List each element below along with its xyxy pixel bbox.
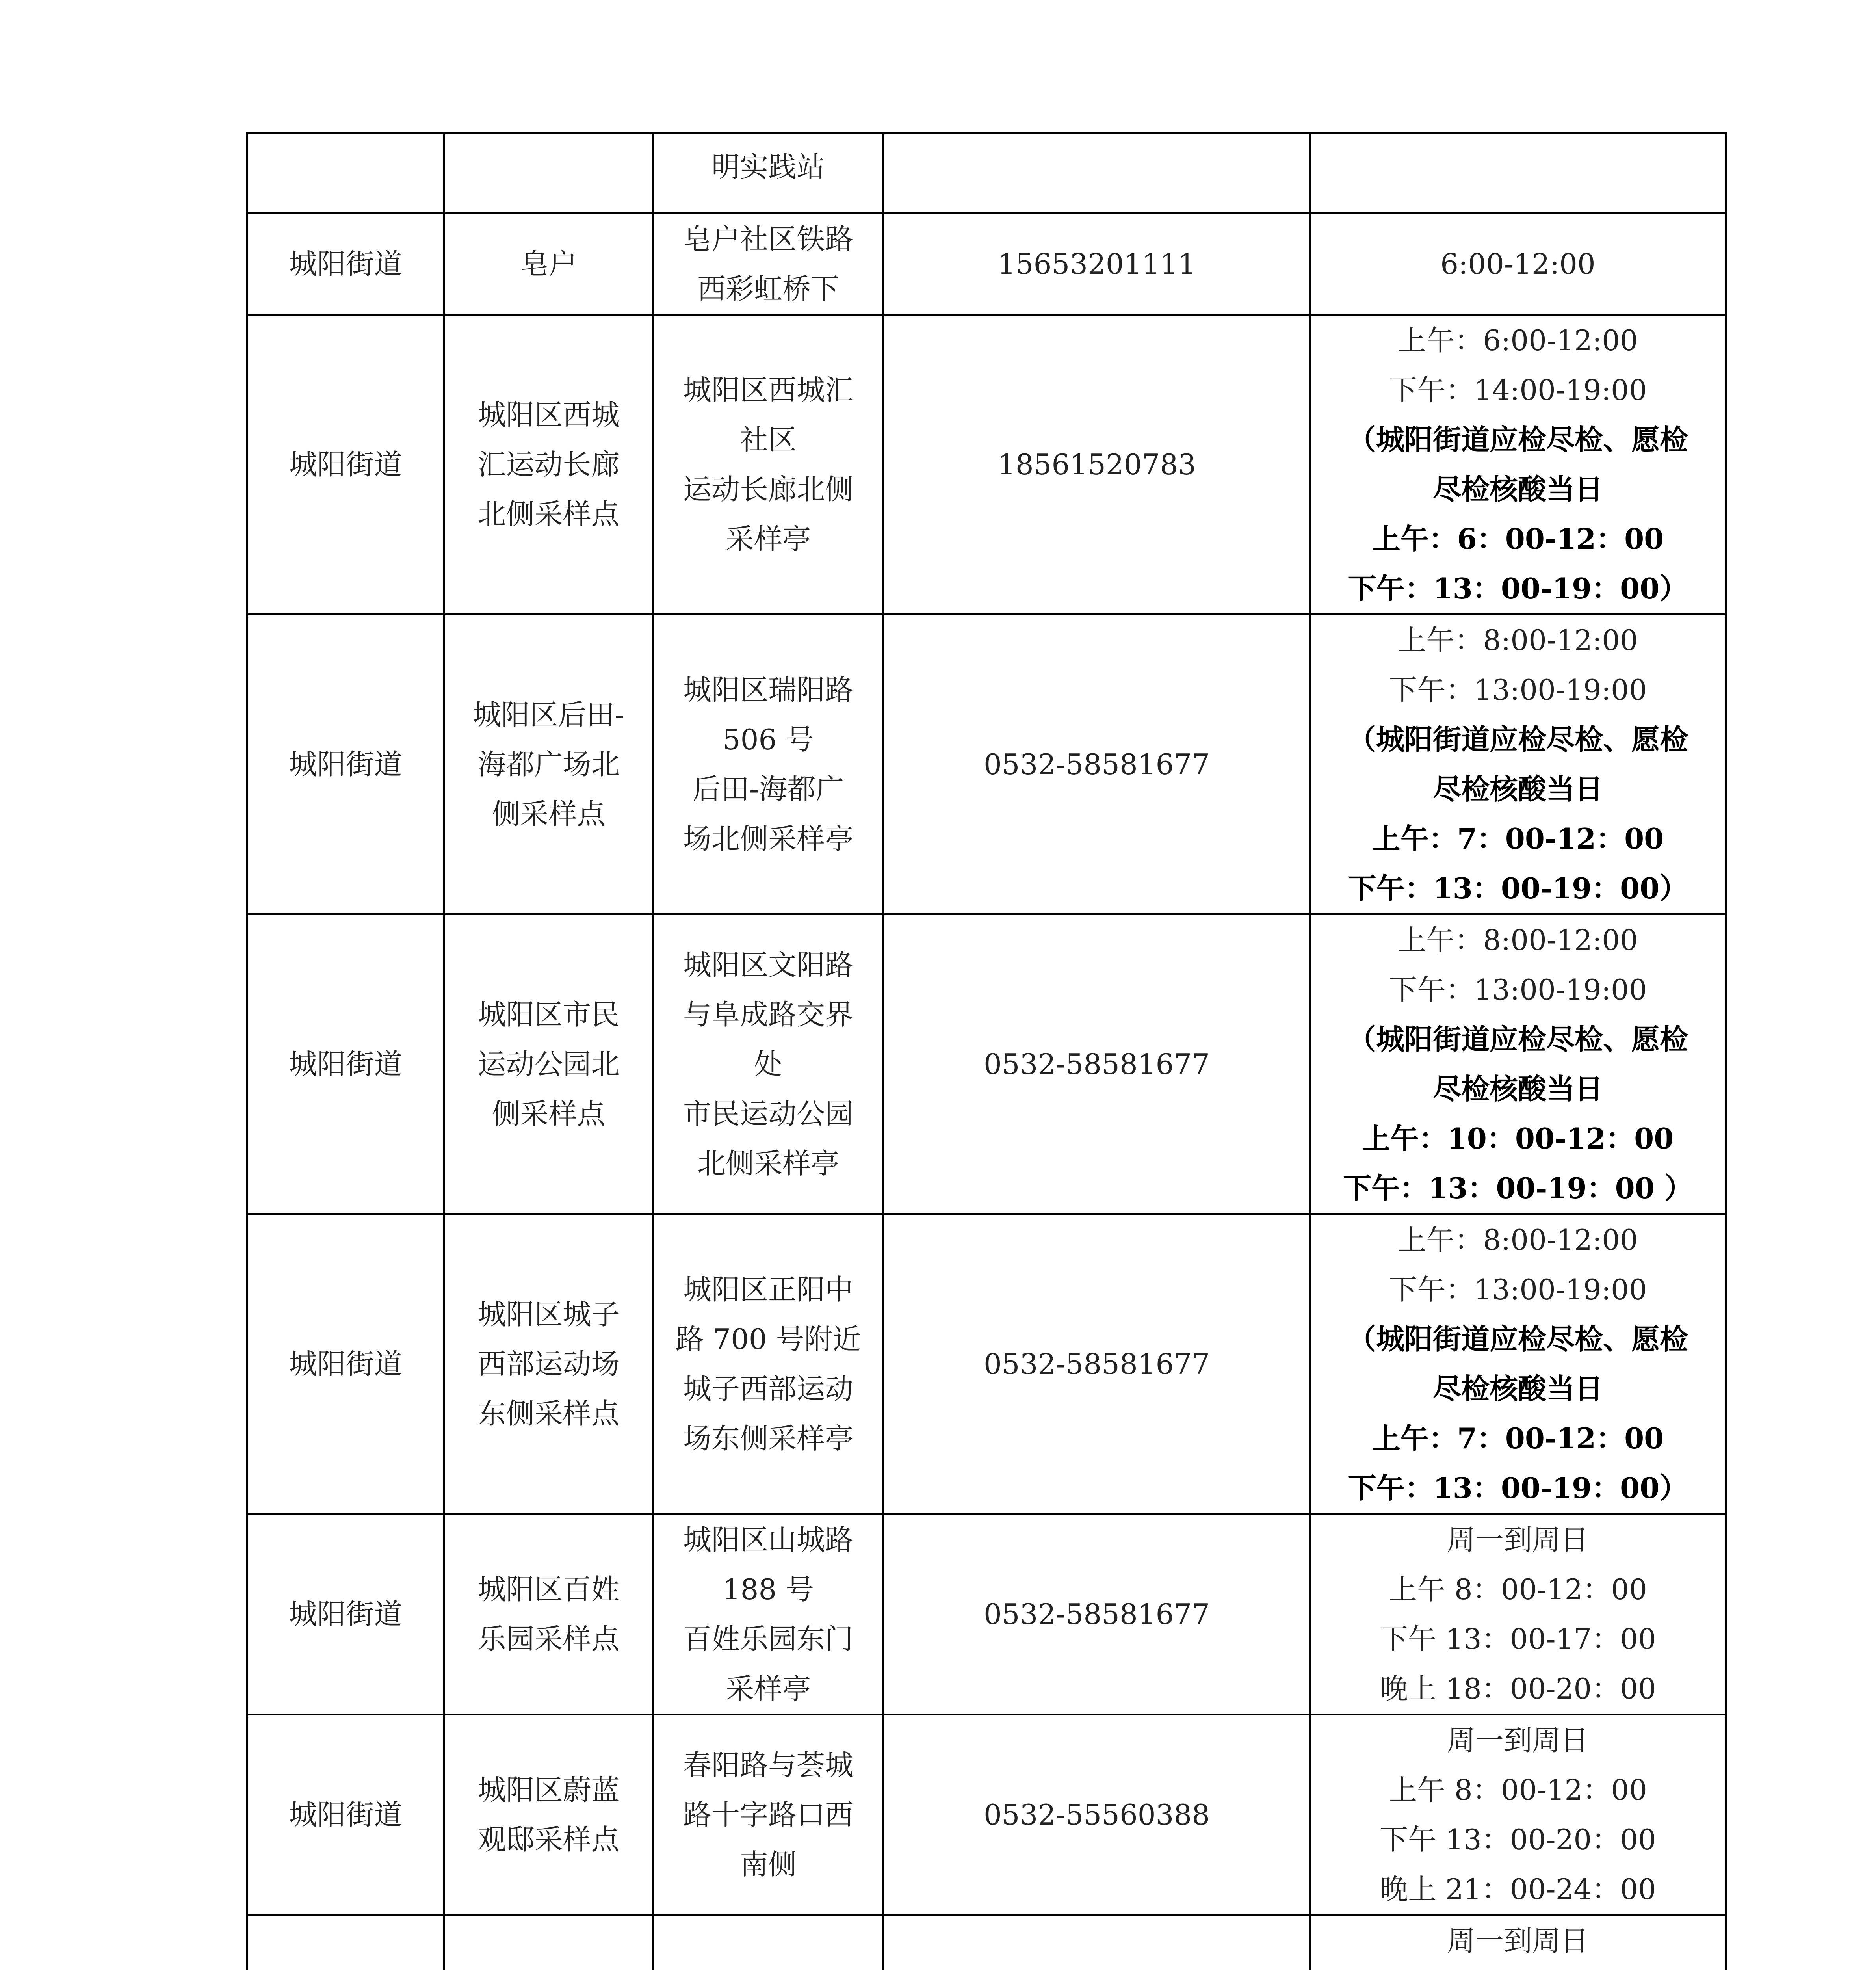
street-cell [247, 914, 444, 1214]
street-cell [247, 615, 444, 914]
site-name-cell-line: 皂户 [520, 247, 577, 281]
hours-cell-line: 下午：13:00-19:00 [1389, 673, 1647, 706]
street-cell [247, 134, 444, 214]
hours-cell-line: 上午：6:00-12:00 [1398, 324, 1638, 357]
notice-line: 下午：13：00-19：00） [1348, 872, 1688, 905]
street-cell-line: 城阳街道 [289, 1347, 403, 1381]
address-cell-line: 百姓乐园东门 [683, 1622, 853, 1656]
address-cell [653, 1214, 884, 1514]
notice-line: 上午：7：00-12：00 [1372, 822, 1664, 855]
site-name-cell-line: 城阳区蔚蓝 [477, 1773, 620, 1806]
phone-cell-line: 0532-58581677 [983, 1598, 1210, 1631]
site-name-cell-line: 乐园采样点 [477, 1622, 620, 1656]
phone-cell [884, 615, 1310, 914]
phone-cell-line: 18561520783 [997, 448, 1196, 481]
site-name-cell-line: 汇运动长廊 [477, 448, 620, 481]
notice-line: 下午：13：00-19：00） [1348, 572, 1688, 605]
phone-cell [884, 214, 1310, 315]
site-name-cell-line: 城阳区城子 [477, 1298, 620, 1331]
notice-line: 尽检核酸当日 [1432, 1072, 1603, 1106]
table-row [247, 315, 1726, 615]
sampling-sites-table [246, 132, 1727, 1970]
table-row [247, 914, 1726, 1214]
table-row [247, 1214, 1726, 1514]
notice-line: 下午：13：00-19：00） [1348, 1471, 1688, 1505]
hours-cell-line: 上午：8:00-12:00 [1398, 1223, 1638, 1256]
hours-cell-line [1319, 1966, 1717, 1970]
street-cell [247, 1214, 444, 1514]
address-cell [653, 1715, 884, 1915]
table-row [247, 1715, 1726, 1915]
notice-line: （城阳街道应检尽检、愿检 [1347, 423, 1688, 456]
hours-cell-line: 上午：8:00-12:00 [1398, 924, 1638, 957]
address-cell-line: 处 [754, 1048, 782, 1081]
address-cell [653, 914, 884, 1214]
address-cell [653, 615, 884, 914]
site-name-cell [444, 134, 653, 214]
site-name-cell-line: 城阳区百姓 [477, 1573, 620, 1606]
address-cell-line: 运动长廊北侧 [683, 473, 853, 506]
hours-cell-line: 下午：14:00-19:00 [1389, 374, 1647, 407]
notice-line: 下午：13：00-19：00 ） [1343, 1171, 1693, 1205]
hours-cell-line: 下午：13:00-19:00 [1389, 1273, 1647, 1306]
table-row [247, 214, 1726, 315]
address-cell-line: 场东侧采样亭 [683, 1422, 853, 1455]
address-cell-line: 北侧采样亭 [697, 1147, 839, 1180]
hours-cell-line: 下午 13：00-17：00 [1380, 1622, 1656, 1656]
address-cell-line: 城阳区山城路 [683, 1523, 853, 1556]
phone-cell-line: 0532-58581677 [983, 748, 1210, 781]
address-cell-line: 皂户社区铁路 [683, 223, 853, 256]
address-cell-line: 春阳路与荟城 [683, 1749, 853, 1782]
notice-line: （城阳街道应检尽检、愿检 [1347, 1322, 1688, 1356]
address-cell-line: 社区 [739, 423, 797, 456]
address-cell-line: 城阳区西城汇 [683, 374, 853, 407]
hours-cell-line: 晚上 21：00-24：00 [1380, 1873, 1656, 1906]
address-cell-line: 城子西部运动 [683, 1372, 853, 1405]
site-name-cell-line: 海都广场北 [477, 748, 620, 781]
hours-cell [1310, 615, 1726, 914]
hours-cell-line: 下午：13:00-19:00 [1389, 973, 1647, 1006]
site-name-cell [444, 1915, 653, 1970]
phone-cell-line: 0532-58581677 [983, 1048, 1210, 1081]
table-row [247, 615, 1726, 914]
address-cell-line: 明实践站 [711, 151, 825, 184]
site-name-cell-line: 城阳区西城 [477, 398, 620, 431]
site-name-cell-line: 城阳区市民 [477, 998, 620, 1031]
address-cell [653, 1514, 884, 1715]
site-name-cell [444, 1514, 653, 1715]
hours-cell-line: 周一到周日 [1447, 1724, 1589, 1757]
address-cell-line: 采样亭 [725, 1672, 811, 1705]
phone-cell [884, 1214, 1310, 1514]
site-name-cell [444, 615, 653, 914]
site-name-cell-line: 北侧采样点 [477, 498, 620, 531]
address-cell-line: 后田-海都广 [692, 773, 844, 806]
hours-cell [1310, 1514, 1726, 1715]
site-name-cell-line: 侧采样点 [492, 1097, 606, 1130]
phone-cell-line: 15653201111 [997, 247, 1196, 281]
hours-cell-line: 上午 8：00-12：00 [1389, 1773, 1647, 1806]
phone-cell [884, 315, 1310, 615]
address-cell-line: 与阜成路交界 [683, 998, 853, 1031]
hours-cell [1310, 134, 1726, 214]
notice-line: 尽检核酸当日 [1432, 772, 1603, 806]
address-cell-line: 188 号 [722, 1573, 814, 1606]
notice-line: （城阳街道应检尽检、愿检 [1347, 1022, 1688, 1056]
street-cell-line: 城阳街道 [289, 1598, 403, 1631]
notice-line: 上午：6：00-12：00 [1372, 522, 1664, 556]
hours-cell-line: 下午 13：00-20：00 [1380, 1823, 1656, 1856]
phone-cell [884, 1915, 1310, 1970]
hours-cell [1310, 214, 1726, 315]
address-cell [653, 214, 884, 315]
hours-cell [1310, 1915, 1726, 1970]
hours-cell-line: 周一到周日 [1447, 1523, 1589, 1556]
site-name-cell [444, 1715, 653, 1915]
hours-cell-line: 上午：8:00-12:00 [1398, 624, 1638, 657]
street-cell-line: 城阳街道 [289, 1798, 403, 1831]
street-cell [247, 1915, 444, 1970]
phone-cell [884, 1514, 1310, 1715]
notice-line: 尽检核酸当日 [1432, 472, 1603, 506]
address-cell [653, 1915, 884, 1970]
address-cell-line: 路十字路口西 [683, 1798, 853, 1831]
hours-cell-line: 6:00-12:00 [1440, 247, 1596, 281]
address-cell-line: 506 号 [722, 723, 814, 756]
site-name-cell-line: 城阳区后田- [473, 698, 624, 731]
site-name-cell [444, 214, 653, 315]
street-cell-line: 城阳街道 [289, 448, 403, 481]
hours-cell-line: 周一到周日 [1447, 1924, 1589, 1957]
street-cell-line: 城阳街道 [289, 247, 403, 281]
address-cell-line: 城阳区文阳路 [683, 948, 853, 981]
table-row [247, 1915, 1726, 1970]
address-cell-line: 市民运动公园 [683, 1097, 853, 1130]
hours-cell [1310, 1715, 1726, 1915]
site-name-cell-line: 运动公园北 [477, 1048, 620, 1081]
address-cell-line: 采样亭 [725, 522, 811, 556]
phone-cell [884, 914, 1310, 1214]
street-cell [247, 1514, 444, 1715]
hours-cell [1310, 315, 1726, 615]
address-cell-line: 西彩虹桥下 [697, 272, 839, 305]
notice-line: 尽检核酸当日 [1432, 1372, 1603, 1405]
address-cell [653, 315, 884, 615]
phone-cell [884, 1715, 1310, 1915]
notice-line: （城阳街道应检尽检、愿检 [1347, 723, 1688, 756]
site-name-cell [444, 1214, 653, 1514]
hours-cell [1310, 914, 1726, 1214]
address-cell-line: 南侧 [739, 1848, 797, 1881]
notice-line: 上午：7：00-12：00 [1372, 1422, 1664, 1455]
phone-cell-line: 0532-55560388 [983, 1798, 1210, 1831]
hours-cell [1310, 1214, 1726, 1514]
street-cell-line: 城阳街道 [289, 1048, 403, 1081]
street-cell-line: 城阳街道 [289, 748, 403, 781]
phone-cell-line: 0532-58581677 [983, 1347, 1210, 1381]
street-cell [247, 315, 444, 615]
hours-cell-line: 晚上 18：00-20：00 [1380, 1672, 1656, 1705]
table-row [247, 1514, 1726, 1715]
hours-cell-line: 上午 8：00-12：00 [1389, 1573, 1647, 1606]
site-name-cell-line: 侧采样点 [492, 797, 606, 831]
site-name-cell-line: 观邸采样点 [477, 1823, 620, 1856]
street-cell [247, 214, 444, 315]
address-cell-line: 城阳区瑞阳路 [683, 673, 853, 706]
address-cell [653, 134, 884, 214]
address-cell-line: 场北侧采样亭 [683, 822, 853, 855]
phone-cell [884, 134, 1310, 214]
address-cell-line: 城阳区正阳中 [683, 1273, 853, 1306]
table-row [247, 134, 1726, 214]
site-name-cell-line: 东侧采样点 [477, 1397, 620, 1430]
street-cell [247, 1715, 444, 1915]
address-cell-line: 路 700 号附近 [675, 1323, 861, 1356]
site-name-cell [444, 315, 653, 615]
site-name-cell [444, 914, 653, 1214]
notice-line: 上午：10：00-12：00 [1362, 1122, 1674, 1155]
site-name-cell-line: 西部运动场 [477, 1347, 620, 1381]
